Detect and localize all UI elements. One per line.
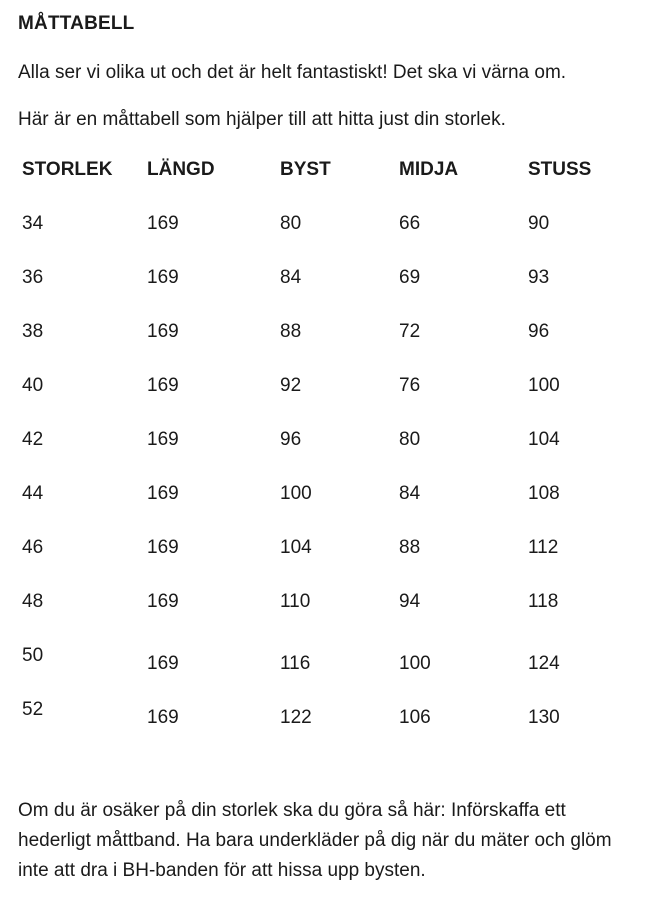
cell-size: 40 (22, 375, 44, 396)
cell-length: 169 (147, 321, 179, 342)
cell-size: 34 (22, 213, 44, 234)
cell-bust: 110 (280, 591, 311, 612)
cell-waist: 94 (399, 591, 421, 612)
cell-size: 52 (22, 699, 44, 720)
cell-bust: 100 (280, 483, 312, 504)
cell-bust: 84 (280, 267, 302, 288)
cell-length: 169 (147, 537, 179, 558)
cell-hip: 124 (528, 653, 560, 674)
header-stuss: STUSS (528, 159, 592, 180)
cell-waist: 84 (399, 483, 421, 504)
cell-length: 169 (147, 707, 179, 728)
cell-bust: 88 (280, 321, 302, 342)
cell-length: 169 (147, 375, 179, 396)
cell-size: 44 (22, 483, 44, 504)
intro-text-2: Här är en måttabell som hjälper till att hitta just din storlek. (18, 109, 506, 130)
cell-size: 46 (22, 537, 44, 558)
cell-waist: 66 (399, 213, 421, 234)
cell-length: 169 (147, 653, 179, 674)
cell-length: 169 (147, 483, 179, 504)
header-byst: BYST (280, 159, 331, 180)
cell-waist: 76 (399, 375, 421, 396)
cell-size: 38 (22, 321, 44, 342)
cell-hip: 112 (528, 537, 559, 558)
cell-size: 36 (22, 267, 44, 288)
cell-hip: 100 (528, 375, 560, 396)
header-midja: MIDJA (399, 159, 459, 180)
cell-length: 169 (147, 267, 179, 288)
cell-bust: 122 (280, 707, 312, 728)
cell-length: 169 (147, 429, 179, 450)
cell-length: 169 (147, 591, 179, 612)
cell-size: 48 (22, 591, 44, 612)
cell-bust: 96 (280, 429, 302, 450)
cell-waist: 106 (399, 707, 431, 728)
cell-bust: 116 (280, 653, 311, 674)
cell-hip: 93 (528, 267, 550, 288)
measuring-advice: Om du är osäker på din storlek ska du göra så här: Införskaffa ett hederligt måttband. Ha bara underkläder på dig när du mäter och glöm inte att dra i BH-banden för att hissa upp bysten. (18, 800, 612, 881)
cell-waist: 100 (399, 653, 431, 674)
intro-text-1: Alla ser vi olika ut och det är helt fantastiskt! Det ska vi värna om. (18, 62, 567, 83)
cell-hip: 118 (528, 591, 559, 612)
cell-hip: 104 (528, 429, 560, 450)
page-title: MÅTTABELL (18, 13, 135, 34)
cell-waist: 88 (399, 537, 421, 558)
header-langd: LÄNGD (147, 159, 215, 180)
cell-length: 169 (147, 213, 179, 234)
cell-waist: 80 (399, 429, 421, 450)
cell-size: 50 (22, 645, 44, 666)
cell-size: 42 (22, 429, 44, 450)
cell-waist: 69 (399, 267, 421, 288)
cell-bust: 80 (280, 213, 302, 234)
header-storlek: STORLEK (22, 159, 113, 180)
cell-waist: 72 (399, 321, 421, 342)
cell-hip: 130 (528, 707, 560, 728)
cell-hip: 96 (528, 321, 550, 342)
cell-bust: 92 (280, 375, 302, 396)
cell-hip: 90 (528, 213, 550, 234)
cell-bust: 104 (280, 537, 312, 558)
cell-hip: 108 (528, 483, 560, 504)
